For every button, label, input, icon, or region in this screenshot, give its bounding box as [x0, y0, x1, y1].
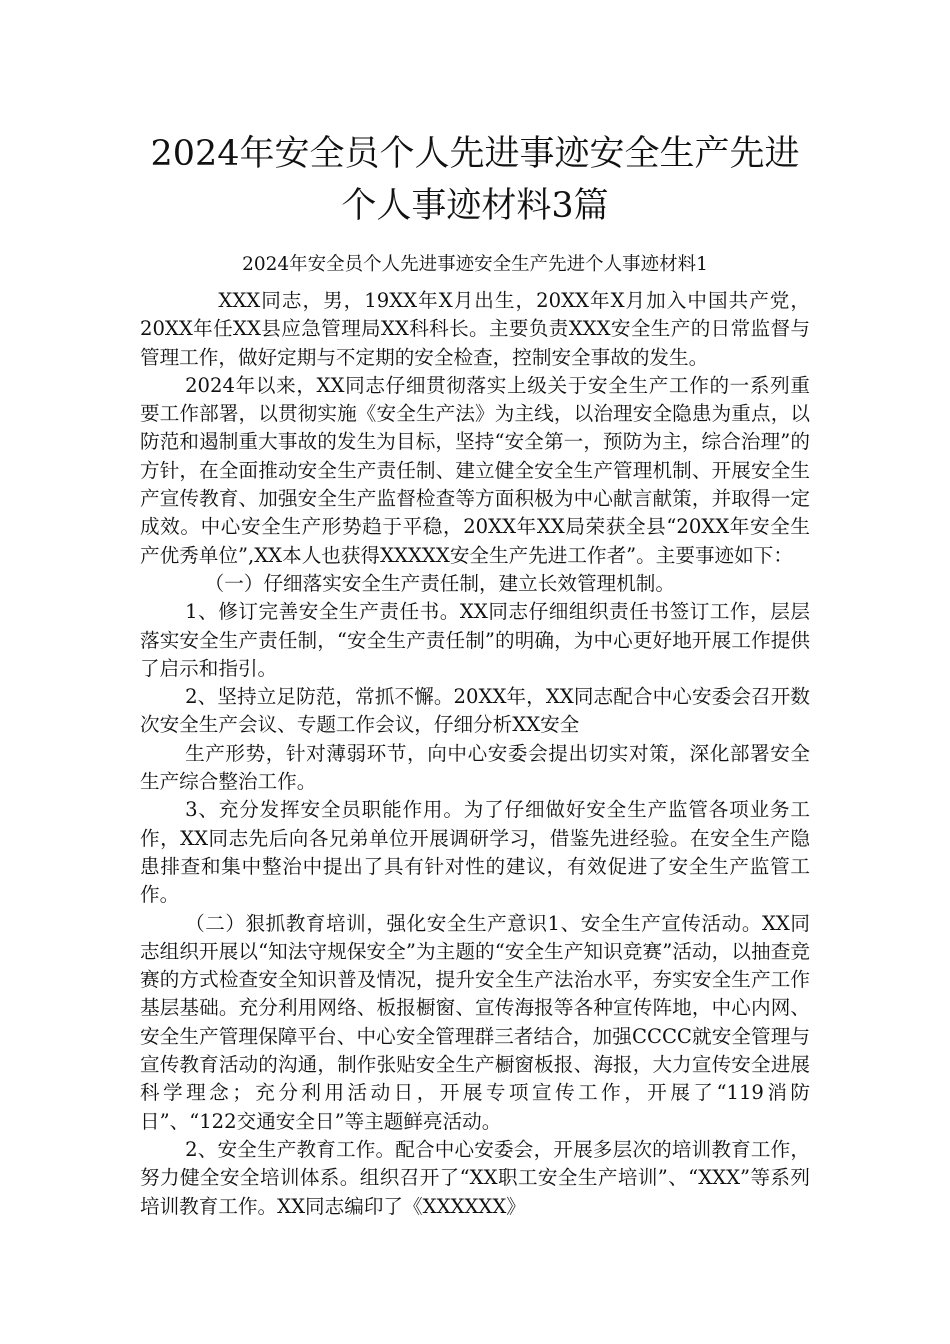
- paragraph: 生产形势，针对薄弱环节，向中心安委会提出切实对策，深化部署安全生产综合整治工作。: [140, 741, 810, 794]
- paragraph: （二）狠抓教育培训，强化安全生产意识1、安全生产宣传活动。XX同志组织开展以“知法守规保安全”为主题的“安全生产知识竞赛”活动，以抽查竞赛的方式检查安全知识普及情况，提升安全生产法治水平，夯实安全生产工作基层基础。充分利用网络、板报橱窗、宣传海报等各种宣传阵地，中心内网、安全生产管理保障平台、中心安全管理群三者结合，加强CCCC就安全管理与宣传教育活动的沟通，制作张贴安全生产橱窗板报、海报，大力宣传安全进展科学理念；充分利用活动日，开展专项宣传工作，开展了“119消防日”、“122交通安全日”等主题鲜亮活动。: [140, 911, 810, 1133]
- paragraph: 2、安全生产教育工作。配合中心安委会，开展多层次的培训教育工作，努力健全安全培训体系。组织召开了“XX职工安全生产培训”、“XXX”等系列培训教育工作。XX同志编印了《XXXXXX》: [140, 1137, 810, 1218]
- paragraph: 2、坚持立足防范，常抓不懈。20XX年，XX同志配合中心安委会召开数次安全生产会议、专题工作会议，仔细分析XX安全: [140, 685, 810, 737]
- document-subtitle: 2024年安全员个人先进事迹安全生产先进个人事迹材料1: [242, 254, 708, 275]
- section-heading: （一）仔细落实安全生产责任制，建立长效管理机制。: [204, 571, 675, 595]
- paragraph: 2024年以来，XX同志仔细贯彻落实上级关于安全生产工作的一系列重要工作部署，以贯彻实施《安全生产法》为主线，以治理安全隐患为重点，以防范和遏制重大事故的发生为目标，坚持“安全第一，预防为主，综合治理”的方针，在全面推动安全生产责任制、建立健全安全生产管理机制、开展安全生产宣传教育、加强安全生产监督检查等方面积极为中心献言献策，并取得一定成效。中心安全生产形势趋于平稳，20XX年XX局荣获全县“20XX年安全生产优秀单位”,XX本人也获得XXXXX安全生产先进工作者”。主要事迹如下：: [140, 373, 810, 567]
- document-title: [120, 128, 830, 232]
- title-line-2: 个人事迹材料3篇: [341, 186, 609, 226]
- paragraph: XXX同志，男，19XX年X月出生，20XX年X月加入中国共产党，20XX年任XX县应急管理局XX科科长。主要负责XXX安全生产的日常监督与管理工作，做好定期与不定期的安全检查，控制安全事故的发生。: [140, 289, 810, 369]
- paragraph: 1、修订完善安全生产责任书。XX同志仔细组织责任书签订工作，层层落实安全生产责任制，“安全生产责任制”的明确，为中心更好地开展工作提供了启示和指引。: [140, 600, 810, 680]
- paragraph: 3、充分发挥安全员职能作用。为了仔细做好安全生产监管各项业务工作，XX同志先后向各兄弟单位开展调研学习，借鉴先进经验。在安全生产隐患排查和集中整治中提出了具有针对性的建议，有效促进了安全生产监管工作。: [140, 798, 810, 907]
- title-line-1: 2024年安全员个人先进事迹安全生产先进: [150, 134, 800, 174]
- document-body: [140, 287, 810, 1221]
